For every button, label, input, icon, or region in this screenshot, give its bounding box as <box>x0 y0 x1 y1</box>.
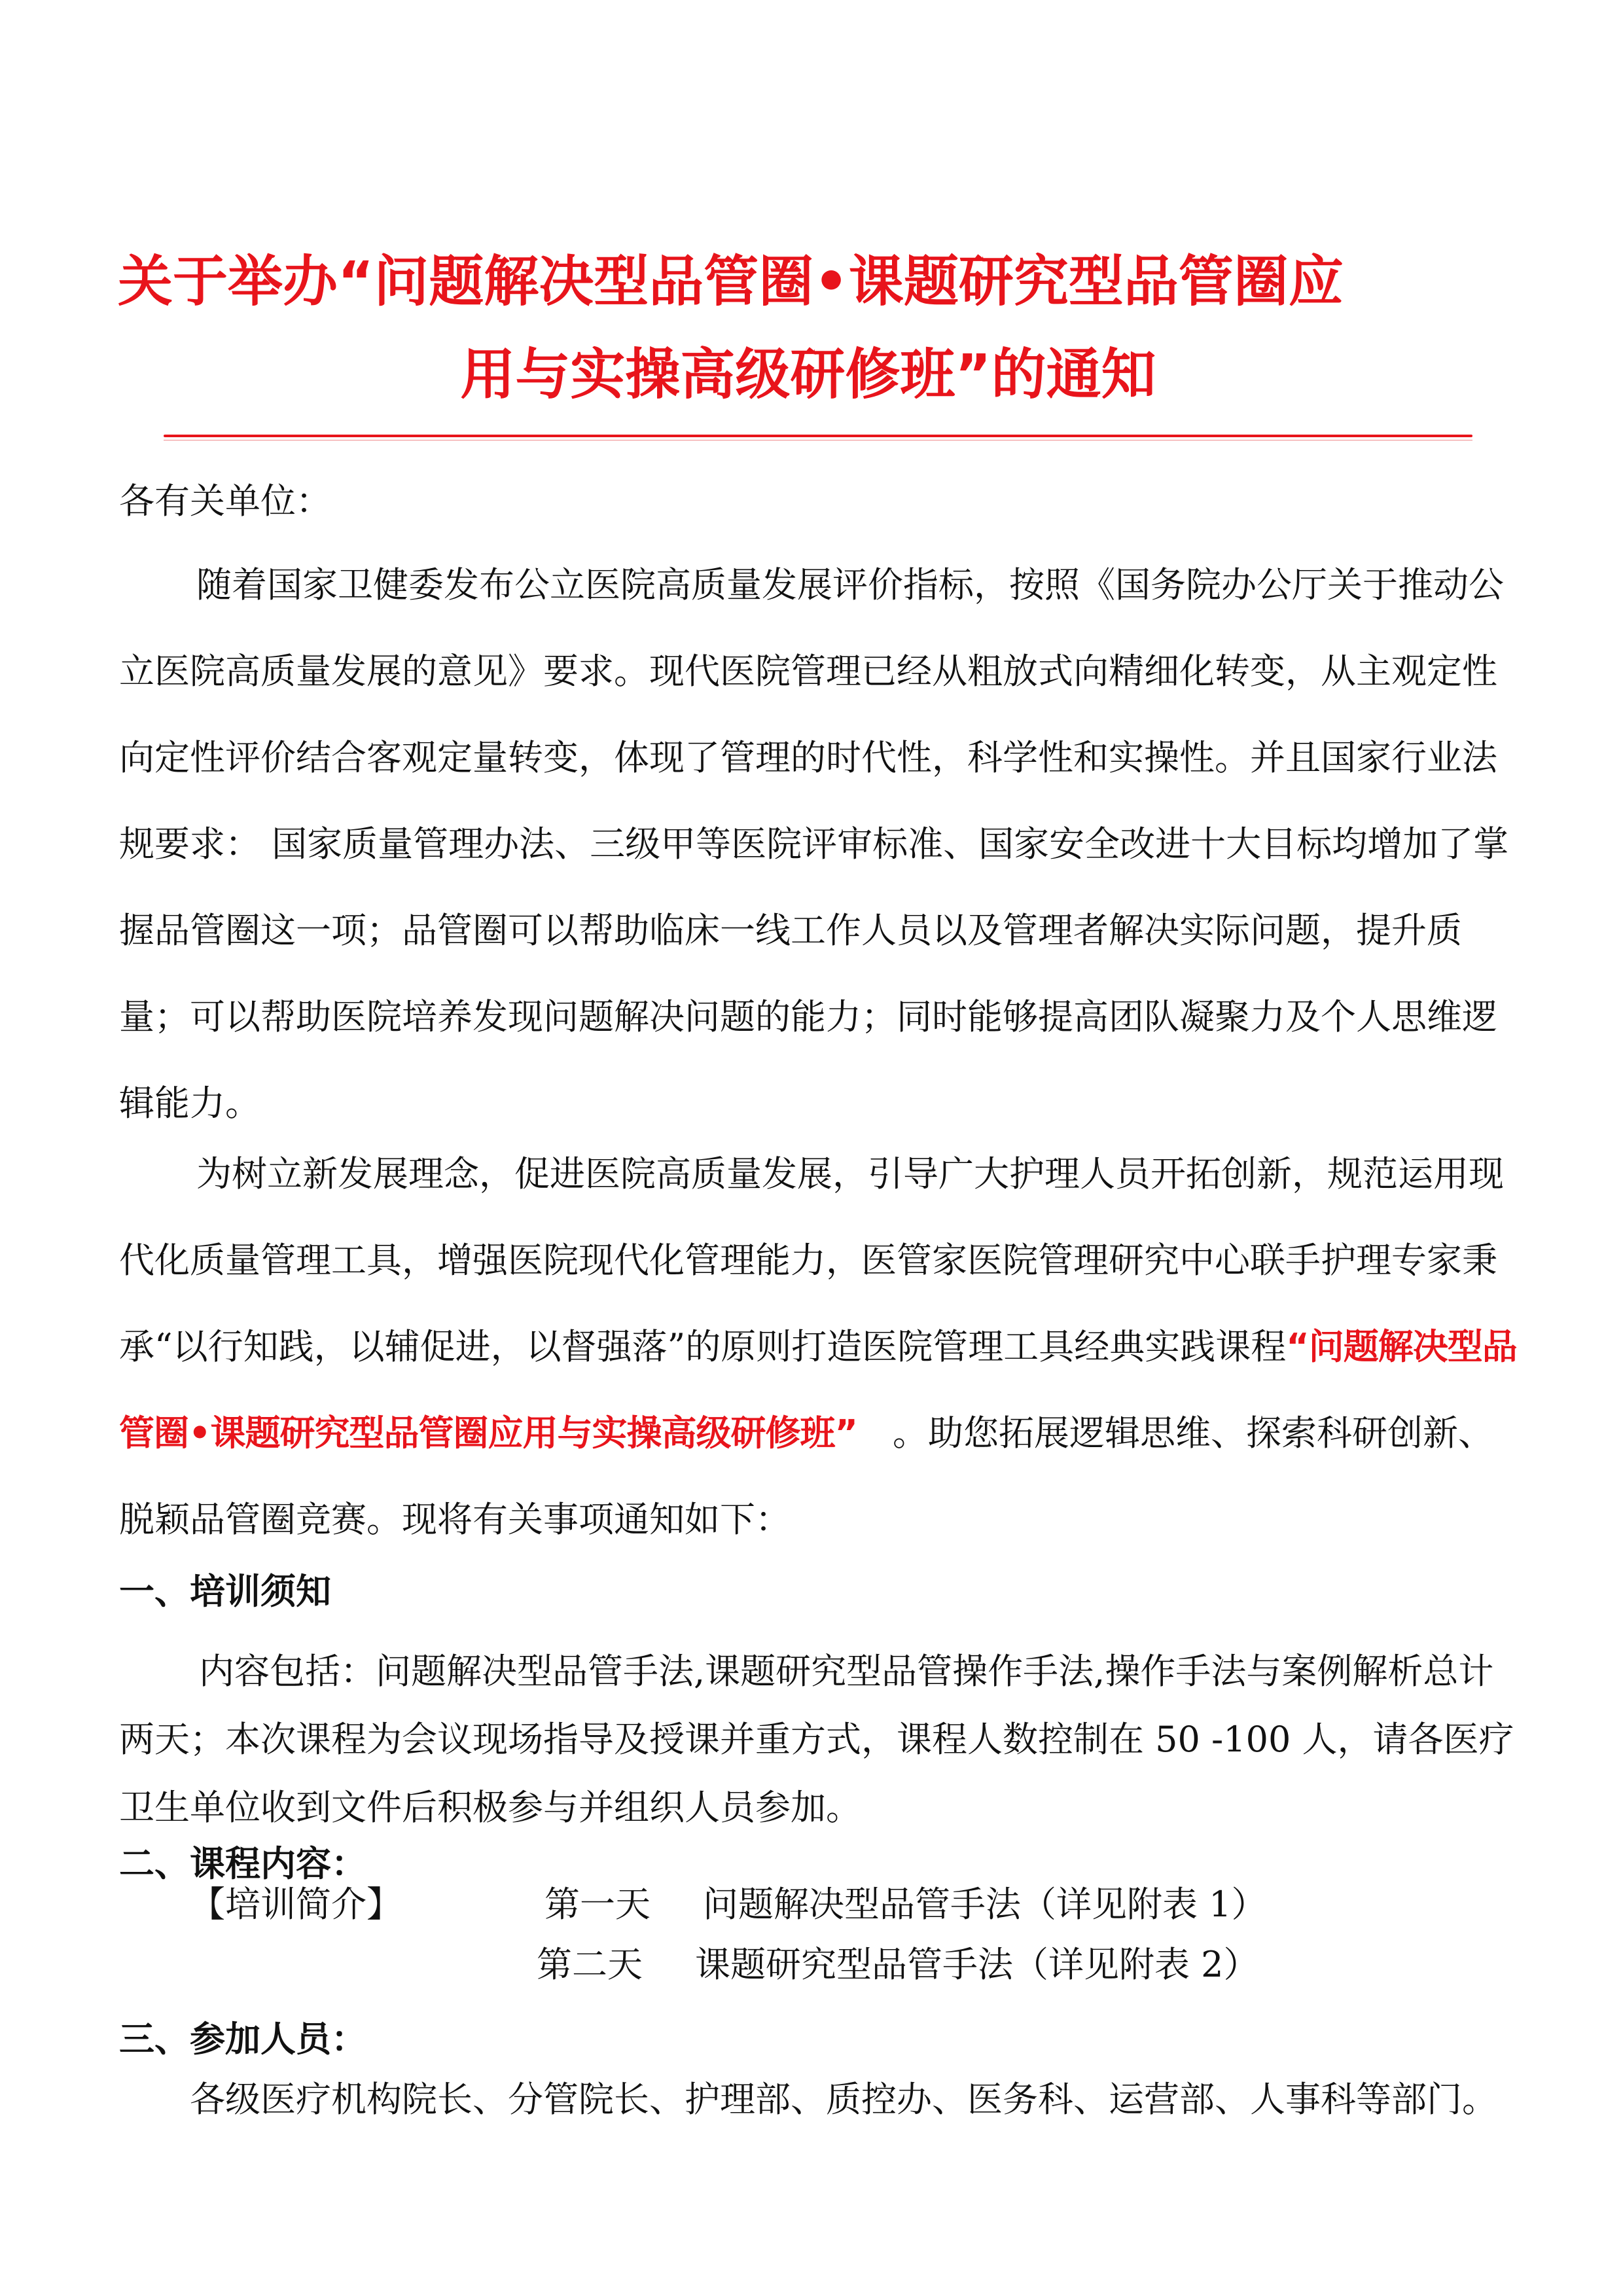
schedule-day-2 <box>537 1939 1259 1991</box>
addressee: 各有关单位： <box>119 480 331 522</box>
intro-paragraph: 随着国家卫健委发布公立医院高质量发展评价指标，按照《国务院办公厅关于推动公立医院高质量发展的意见》要求。现代医院管理已经从粗放式向精细化转变，从主观定性向定性评价结合客观定量转变，体现了管理的时代性，科学性和实操性。并且国家行业法规要求： 国家质量管理办法、三级甲等医院评审标准、国家安全改进十大目标均增加了掌握品管圈这一项；品管圈可以帮助临床一线工作人员以及管理者解决实际问题，提升质量；可以帮助医院培养发现问题解决问题的能力；同时能够提高团队凝聚力及个人思维逻辑能力。 <box>119 564 1509 1124</box>
schedule-day-1 <box>544 1878 1267 1931</box>
title-divider-line <box>164 435 1472 437</box>
notice-title-line-1: 关于举办“问题解决型品管圈•课题研究型品管圈应 <box>118 249 1344 314</box>
section-heading-training-notes: 一、培训须知 <box>119 1571 331 1612</box>
section-heading-course-content: 二、课程内容： <box>119 1843 366 1884</box>
purpose-paragraph-text: 为树立新发展理念，促进医院高质量发展，引导广大护理人员开拓创新，规范运用现代化质量管理工具，增强医院现代化管理能力，医管家医院管理研究中心联手护理专家秉承“以行知践，以辅促进，以督强落”的原则打造医院管理工具经典实践课程 <box>119 1153 1504 1367</box>
day-2-topic: 课题研究型品管手法（详见附表 2） <box>695 1944 1259 1985</box>
course-name-highlight: “问题解决型品管圈•课题研究型品管圈应用与实操高级研修班” <box>119 1326 1517 1454</box>
purpose-paragraph-tail: 。助您拓展逻辑思维、探索科研创新、脱颖品管圈竞赛。现将有关事项通知如下： <box>119 1412 1494 1540</box>
section-heading-participants: 三、参加人员： <box>119 2018 366 2060</box>
day-2-label: 第二天 <box>537 1944 643 1985</box>
day-1-topic: 问题解决型品管手法（详见附表 1） <box>703 1884 1267 1925</box>
notice-title-line-2: 用与实操高级研修班”的通知 <box>460 342 1156 406</box>
participants-paragraph: 各级医疗机构院长、分管院长、护理部、质控办、医务科、运营部、人事科等部门。 <box>190 2079 1497 2120</box>
training-intro-label: 【培训简介】 <box>190 1884 402 1925</box>
training-notes-paragraph: 内容包括：问题解决型品管手法,课题研究型品管操作手法,操作手法与案例解析总计两天；本次课程为会议现场指导及授课并重方式，课程人数控制在 50 -100 人，请各医疗卫生单位收到文件后积极参与并组织人员参加。 <box>119 1651 1514 1828</box>
purpose-paragraph <box>119 1131 1526 1563</box>
day-1-label: 第一天 <box>544 1884 651 1925</box>
